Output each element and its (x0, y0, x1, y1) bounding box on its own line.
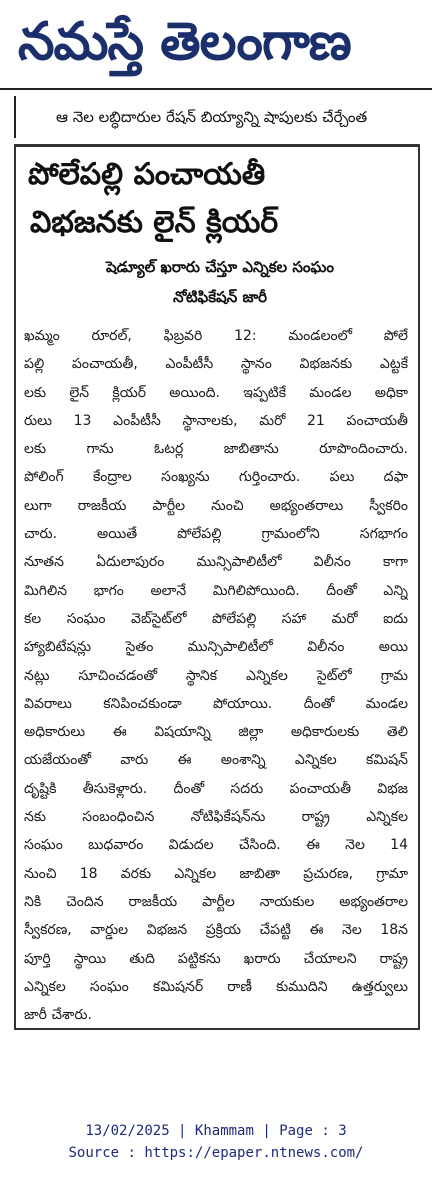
article-body-line: లుగా రాజకీయ పార్టీల నుంచి అభ్యంతరాలు స్వీకరిం (24, 497, 408, 514)
article-body-line: నికి చెందిన రాజకీయ పార్టీల నాయకుల అభ్యంతరాల (24, 893, 408, 910)
article-body-line: నుంచి 18 వరకు ఎన్నికల జాబితా ప్రచురణ, గ్రామా (24, 865, 408, 882)
article-body-line: పల్లి పంచాయతీ, ఎంపీటీసీ స్థానం విభజనకు ఎట్టకే (24, 356, 408, 373)
ticker-divider (14, 96, 16, 138)
article-body-line: దృష్టికి తీసుకెళ్లారు. దీంతో సదరు పంచాయతీ విభజ (24, 780, 408, 797)
page-footer (0, 1120, 432, 1164)
article-body-line: అధికారులు ఈ విషయాన్ని జిల్లా అధికారులకు తెలి (24, 724, 408, 741)
footer-source-link[interactable]: Source : https://epaper.ntnews.com/ (68, 1145, 364, 1161)
article-body-line: ఖమ్మం రూరల్, ఫిబ్రవరి 12: మండలంలో పోలే (24, 328, 408, 344)
article-headline-line-1: పోలేపల్లి పంచాయతీ (28, 157, 266, 192)
article-body-line: నట్లు సూచించడంతో స్థానిక ఎన్నికల సైట్‌లో గ్రామ (24, 667, 408, 684)
article-body-line: చారు. అయితే పోలేపల్లి గ్రామంలోని సగభాగం (24, 526, 408, 543)
adjacent-article-snippet: ఆ నెల లబ్ధిదారుల రేషన్ బియ్యాన్ని షాపులకు చేర్చేంత (56, 108, 368, 126)
article-body-line: హ్యాబిటేషన్లు సైతం మున్సిపాలిటీలో విలీనం అయి (24, 639, 408, 656)
article-body-line: స్వీకరణ, వార్డుల విభజన ప్రక్రియ చేపట్టి ఈ నెల 18న (24, 922, 408, 939)
article-subheadline-line-2: నోటిఫికేషన్ జారీ (172, 288, 268, 306)
article-body-line: కల సంఘం వెబ్‌సైట్‌లో పోలేపల్లి సహా మరో ఐదు (24, 610, 408, 627)
article-body-line: పూర్తి స్థాయి తుది పట్టికను ఖరారు చేయాలని రాష్ట్ర (24, 950, 408, 967)
article-body (24, 322, 408, 1029)
article-body-line: ఎన్నికల సంఘం కమిషనర్ రాణీ కుముదిని ఉత్తర్వులు (24, 978, 408, 995)
masthead-divider (0, 88, 432, 90)
article-body-line: నకు సంబంధించిన నోటిఫికేషన్‌ను రాష్ట్ర ఎన్నికల (24, 809, 408, 826)
article-body-line: యజేయంతో వారు ఈ అంశాన్ని ఎన్నికల కమిషన్ (24, 752, 408, 769)
article-body-line: మిగిలిన భాగం అలానే మిగిలిపోయింది. దీంతో ఎన్ని (24, 582, 408, 599)
newspaper-masthead: నమస్తే తెలంగాణ (18, 12, 351, 72)
article-body-line: సంఘం బుధవారం విడుదల చేసింది. ఈ నెల 14 (24, 837, 408, 854)
article-body-line: రులు 13 ఎంపీటీసీ స్థానాలకు, మరో 21 పంచాయతీ (24, 412, 408, 429)
article-body-line: జారీ చేశారు. (24, 1007, 92, 1024)
article-body-line: లకు గాను ఓటర్ల జాబితాను రూపొందించారు. (24, 441, 408, 458)
article-body-line: నూతన ఏదులాపురం మున్సిపాలిటీలో విలీనం కాగా (24, 554, 408, 571)
article-body-line: వివరాలు కనిపించకుండా పోయాయి. దీంతో మండల (24, 695, 408, 712)
article-body-line: పోలింగ్ కేంద్రాల సంఖ్యను గుర్తించారు. పలు దఫా (24, 469, 408, 486)
article-subheadline-line-1: షెడ్యూల్ ఖరారు చేస్తూ ఎన్నికల సంఘం (105, 258, 334, 276)
footer-date-edition: 13/02/2025 | Khammam | Page : 3 (85, 1123, 347, 1139)
article-body-line: లకు లైన్ క్లియర్ అయింది. ఇప్పటికే మండల అధికా (24, 384, 408, 401)
article-headline-line-2: విభజనకు లైన్ క్లియర్ (30, 205, 279, 240)
